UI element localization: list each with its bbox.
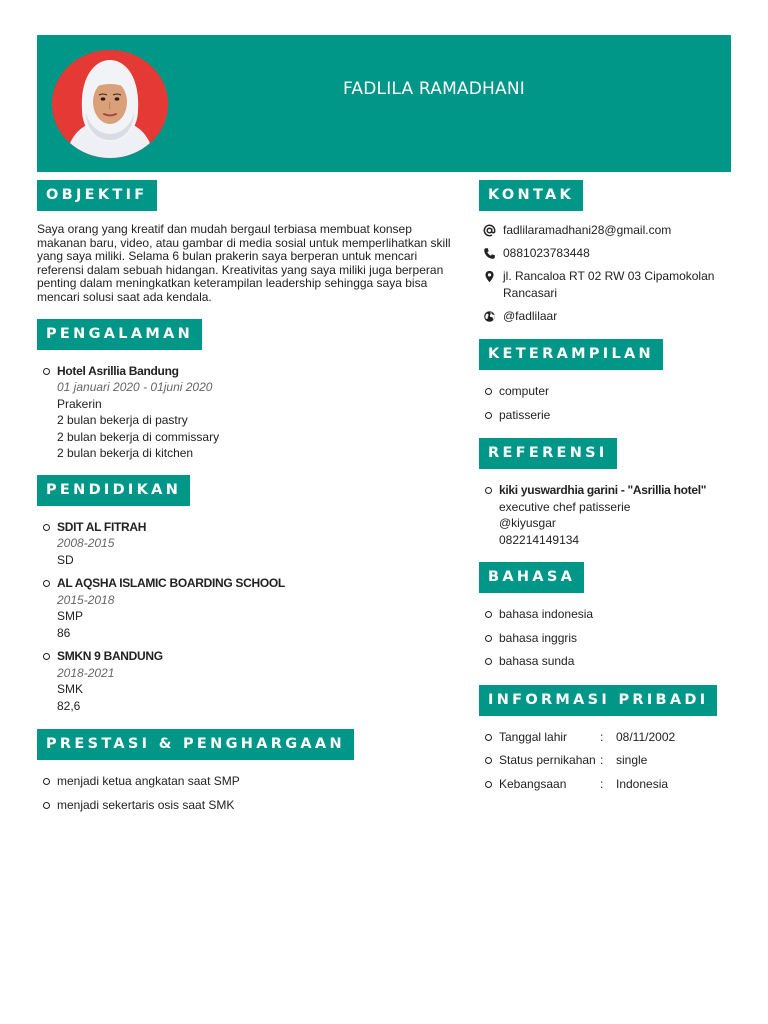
list-item: menjadi ketua angkatan saat SMP xyxy=(37,773,457,790)
education-list xyxy=(37,519,457,715)
location-pin-icon xyxy=(483,270,496,283)
contact-list xyxy=(479,222,731,325)
section-title-objective: OBJEKTIF xyxy=(37,180,157,211)
education-line: SMK xyxy=(57,682,84,697)
education-school: AL AQSHA ISLAMIC BOARDING SCHOOL xyxy=(57,576,285,591)
objective-text: Saya orang yang kreatif dan mudah bergaul terbiasa membuat konsep makanan baru, video, atau gambar di media sosial untuk memperlihatkan skill yang saya miliki. Selama 6 bulan prakerin saya berperan untuk mencari referensi dalam sebuah hidangan. Kreativitas yang saya miliki juga berperan penting dalam meningkatkan keterampilan leadership sehingga saya bisa mencari solusi saat ada kendala. xyxy=(37,222,451,304)
list-item xyxy=(479,776,731,793)
profile-photo xyxy=(52,50,168,158)
info-key: Status pernikahan xyxy=(499,753,596,767)
contact-email xyxy=(479,222,731,239)
education-date: 2018-2021 xyxy=(57,665,115,680)
skills-list xyxy=(479,383,731,423)
education-line: SD xyxy=(57,552,74,567)
info-separator: : xyxy=(600,776,604,791)
list-item: bahasa inggris xyxy=(479,630,731,647)
experience-line: 2 bulan bekerja di kitchen xyxy=(57,446,194,461)
reference-name: kiki yuswardhia garini - "Asrillia hotel" xyxy=(499,483,707,497)
right-column xyxy=(479,180,731,799)
contact-social xyxy=(479,308,731,325)
section-title-achievements: PRESTASI & PENGHARGAAN xyxy=(37,729,354,760)
list-item: computer xyxy=(479,383,731,400)
section-title-skills: KETERAMPILAN xyxy=(479,339,663,370)
personal-info-list xyxy=(479,729,731,793)
section-title-experience: PENGALAMAN xyxy=(37,319,202,350)
list-item xyxy=(479,752,731,769)
list-item xyxy=(37,575,457,641)
education-school: SDIT AL FITRAH xyxy=(57,519,147,534)
info-separator: : xyxy=(600,753,604,767)
education-line: 82,6 xyxy=(57,698,81,713)
info-key: Kebangsaan xyxy=(499,776,567,791)
phone-icon xyxy=(483,247,496,260)
contact-address xyxy=(479,268,731,302)
header-banner xyxy=(37,35,731,172)
list-item: patisserie xyxy=(479,407,731,424)
education-school: SMKN 9 BANDUNG xyxy=(57,649,163,664)
list-item xyxy=(37,363,457,462)
info-separator: : xyxy=(600,729,604,744)
profile-avatar-illustration xyxy=(52,50,168,158)
experience-line: Prakerin xyxy=(57,396,102,411)
info-value: Indonesia xyxy=(616,776,669,791)
list-item: menjadi sekertaris osis saat SMK xyxy=(37,797,457,814)
contact-phone xyxy=(479,245,731,262)
list-item xyxy=(37,519,457,569)
contact-social-text: @fadlilaar xyxy=(503,309,558,323)
contact-email-text: fadlilaramadhani28@gmail.com xyxy=(503,223,672,237)
contact-address-text: jl. Rancaloa RT 02 RW 03 Cipamokolan Rancasari xyxy=(503,269,715,300)
section-title-personal-info: INFORMASI PRIBADI xyxy=(479,685,717,716)
reference-line: 082214149134 xyxy=(499,532,580,547)
list-item xyxy=(479,729,731,746)
info-value: single xyxy=(616,753,648,767)
reference-line: @kiyusgar xyxy=(499,516,556,530)
list-item: bahasa indonesia xyxy=(479,606,731,623)
info-value: 08/11/2002 xyxy=(616,729,676,744)
section-title-contact: KONTAK xyxy=(479,180,583,211)
list-item xyxy=(37,648,457,714)
experience-title: Hotel Asrillia Bandung xyxy=(57,363,179,378)
education-line: 86 xyxy=(57,625,71,640)
section-title-education: PENDIDIKAN xyxy=(37,475,190,506)
reference-list xyxy=(479,482,731,548)
section-title-reference: REFERENSI xyxy=(479,438,617,469)
left-column xyxy=(37,180,457,820)
globe-icon xyxy=(483,310,496,323)
education-date: 2015-2018 xyxy=(57,592,115,607)
languages-list xyxy=(479,606,731,670)
experience-list xyxy=(37,363,457,462)
achievements-list xyxy=(37,773,457,813)
section-title-languages: BAHASA xyxy=(479,562,584,593)
full-name: FADLILA RAMADHANI xyxy=(343,79,525,99)
info-key: Tanggal lahir xyxy=(499,729,568,744)
experience-line: 2 bulan bekerja di commissary xyxy=(57,429,220,444)
education-line: SMP xyxy=(57,609,84,624)
contact-phone-text: 0881023783448 xyxy=(503,246,590,260)
list-item xyxy=(479,482,731,548)
at-icon xyxy=(483,224,496,237)
experience-line: 2 bulan bekerja di pastry xyxy=(57,413,188,428)
list-item: bahasa sunda xyxy=(479,653,731,670)
reference-line: executive chef patisserie xyxy=(499,499,631,514)
education-date: 2008-2015 xyxy=(57,536,115,551)
experience-date: 01 januari 2020 - 01juni 2020 xyxy=(57,380,213,395)
